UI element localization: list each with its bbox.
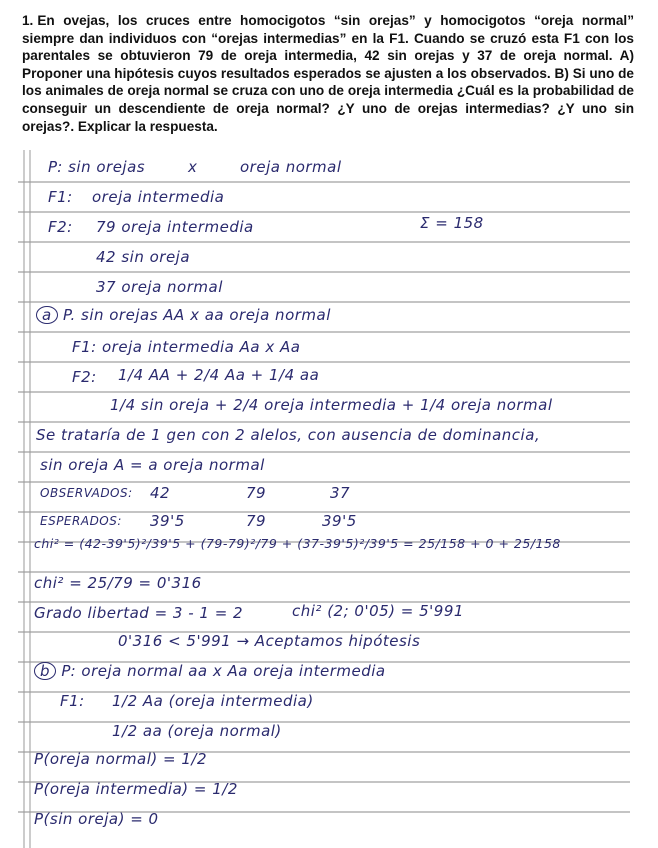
- line-p-b: x: [188, 158, 198, 176]
- line-f1-b: oreja intermedia: [92, 188, 225, 206]
- part-a-phenotypes: 1/4 sin oreja + 2/4 oreja intermedia + 1/4 oreja normal: [110, 396, 553, 414]
- probability-sin-oreja: P(sin oreja) = 0: [34, 810, 159, 828]
- handwritten-answer-sheet: [0, 150, 658, 848]
- expected-intermedia: 79: [246, 512, 267, 530]
- part-b-f1-label: F1:: [60, 692, 85, 710]
- expected-sin-oreja: 39'5: [150, 512, 185, 530]
- part-a-f1: F1: oreja intermedia Aa x Aa: [72, 338, 301, 356]
- question-text: [22, 12, 634, 135]
- expected-normal: 39'5: [322, 512, 357, 530]
- line-f2-a: F2:: [48, 218, 73, 236]
- line-f1-a: F1:: [48, 188, 73, 206]
- part-a-f2-label: F2:: [72, 368, 97, 386]
- expected-label: ESPERADOS:: [40, 514, 122, 528]
- line-p-a: P: sin orejas: [48, 158, 146, 176]
- question-body: En ovejas, los cruces entre homocigotos “sin orejas” y homocigotos “oreja normal” siempre dan individuos con “orejas intermedias” en la F1. Cuando se cruzó esta F1 con los parentales se obtuvieron 79 de oreja intermedia, 42 sin orejas y 37 de oreja normal. A) Proponer una hipótesis cuyos resultados esperados se ajusten a los observados. B) Si uno de los animales de oreja normal se cruza con uno de oreja intermedia ¿Cuál es la probabilidad de conseguir un descendiente de oreja normal? ¿Y uno de orejas intermedias? ¿Y uno sin orejas?. Explicar la respuesta.: [22, 13, 634, 134]
- probability-normal: P(oreja normal) = 1/2: [34, 750, 208, 768]
- chi-square-critical: chi² (2; 0'05) = 5'991: [292, 602, 464, 620]
- part-b-cross: P: oreja normal aa x Aa oreja intermedia: [61, 662, 386, 680]
- question-number: 1.: [22, 13, 34, 28]
- observed-sin-oreja: 42: [150, 484, 171, 502]
- line-f2-oreja-normal: 37 oreja normal: [96, 278, 223, 296]
- probability-intermedia: P(oreja intermedia) = 1/2: [34, 780, 238, 798]
- chi-square-result: chi² = 25/79 = 0'316: [34, 574, 202, 592]
- line-f2-b: 79 oreja intermedia: [96, 218, 254, 236]
- part-a-hypothesis: Se trataría de 1 gen con 2 alelos, con ausencia de dominancia,: [36, 426, 541, 444]
- line-f2-sum: Σ = 158: [420, 214, 484, 232]
- part-b-line: [34, 662, 386, 680]
- part-a-line: [36, 306, 331, 324]
- observed-intermedia: 79: [246, 484, 267, 502]
- line-p-c: oreja normal: [240, 158, 342, 176]
- part-b-marker: b: [34, 662, 56, 680]
- part-a-alleles: sin oreja A = a oreja normal: [40, 456, 265, 474]
- observed-label: OBSERVADOS:: [40, 486, 133, 500]
- line-f2-sin-oreja: 42 sin oreja: [96, 248, 191, 266]
- chi-square-formula: chi² = (42-39'5)²/39'5 + (79-79)²/79 + (37-39'5)²/39'5 = 25/158 + 0 + 25/158: [34, 536, 561, 551]
- hypothesis-conclusion: 0'316 < 5'991 → Aceptamos hipótesis: [118, 632, 421, 650]
- part-b-f1-normal: 1/2 aa (oreja normal): [112, 722, 282, 740]
- part-b-f1-intermedia: 1/2 Aa (oreja intermedia): [112, 692, 314, 710]
- part-a-f2-ratio: 1/4 AA + 2/4 Aa + 1/4 aa: [118, 366, 320, 384]
- part-a-cross: P. sin orejas AA x aa oreja normal: [62, 306, 331, 324]
- observed-normal: 37: [330, 484, 351, 502]
- degrees-of-freedom: Grado libertad = 3 - 1 = 2: [34, 604, 244, 622]
- part-a-marker: a: [36, 306, 58, 324]
